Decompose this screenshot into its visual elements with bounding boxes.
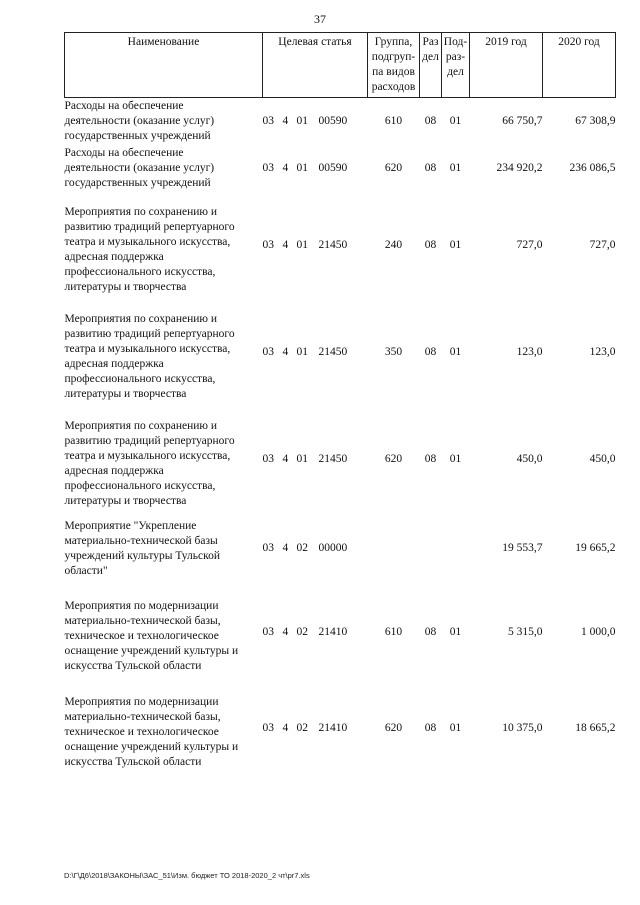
header-group-line: па видов: [372, 66, 415, 78]
target-code-part: 21450: [318, 238, 348, 251]
row-name-line: Мероприятие "Укрепление: [64, 519, 197, 532]
row-section-value: 08: [424, 345, 437, 358]
amount-2019-value: 234 920,2: [496, 161, 543, 174]
row-name-line: материально-технической базы,: [64, 711, 221, 723]
amount-2020-value: 450,0: [589, 452, 616, 465]
row-target-code: [263, 299, 368, 406]
row-group: [368, 192, 420, 299]
row-name-line: профессионального искусства,: [64, 266, 216, 278]
row-name-line: театра и музыкального искусства,: [64, 343, 231, 355]
row-subsection-value: 01: [449, 452, 462, 465]
row-name: [65, 192, 263, 299]
target-code-part: 4: [282, 626, 289, 638]
target-code-part: 03: [262, 238, 274, 251]
row-name-line: учреждений культуры Тульской: [64, 549, 221, 562]
row-name-line: адресная поддержка: [64, 251, 164, 263]
header-section: [420, 33, 442, 98]
row-group-value: 240: [384, 238, 403, 251]
row-section-value: 08: [424, 114, 437, 127]
row-target-code: [263, 513, 368, 585]
table-row: [65, 513, 616, 585]
row-section-value: 08: [424, 238, 437, 251]
row-amount-2019: [470, 299, 543, 406]
target-code-part: 03: [262, 452, 274, 465]
row-section-value: 08: [424, 452, 437, 465]
header-subsection-line: раз-: [445, 51, 466, 63]
table-row: [65, 299, 616, 406]
row-group: [368, 406, 420, 513]
header-subsection-line: Под-: [443, 36, 468, 48]
row-amount-2020: [543, 145, 616, 192]
row-name-line: адресная поддержка: [64, 465, 164, 477]
target-code-part: 02: [296, 542, 308, 554]
budget-table: [64, 32, 616, 777]
target-code-part: 03: [262, 722, 274, 734]
row-subsection-value: 01: [449, 114, 462, 127]
amount-2019-value: 19 553,7: [502, 542, 543, 554]
row-name-line: области": [64, 564, 108, 577]
header-group-line: Группа,: [374, 36, 413, 48]
row-name-line: профессионального искусства,: [64, 480, 216, 492]
row-section-value: 08: [424, 161, 437, 174]
target-code-part: 03: [262, 161, 274, 174]
row-group-value: 620: [384, 161, 403, 174]
target-code-part: 02: [296, 626, 308, 638]
row-amount-2020: [543, 513, 616, 585]
row-subsection-value: 01: [449, 238, 462, 251]
row-name: [65, 585, 263, 681]
row-name-line: литературы и творчества: [64, 281, 187, 293]
target-code-part: 03: [262, 114, 274, 127]
row-subsection-value: 01: [449, 722, 462, 734]
header-year-2019: [470, 33, 543, 98]
row-subsection: [442, 145, 470, 192]
row-name-line: деятельности (оказание услуг): [64, 114, 215, 127]
row-group: [368, 513, 420, 585]
target-code-part: 01: [296, 345, 308, 358]
row-name-line: литературы и творчества: [64, 388, 187, 400]
row-name-line: искусства Тульской области: [64, 756, 202, 768]
table-row: [65, 585, 616, 681]
row-name-line: государственных учреждений: [64, 176, 211, 189]
row-name-line: Мероприятия по сохранению и: [64, 313, 218, 325]
row-target-code: [263, 585, 368, 681]
row-group: [368, 585, 420, 681]
header-group-line: расходов: [371, 81, 416, 93]
row-amount-2020: [543, 585, 616, 681]
row-section-value: 08: [424, 626, 437, 638]
row-amount-2019: [470, 406, 543, 513]
target-code-part: 00590: [318, 161, 348, 174]
target-code-part: 00590: [318, 114, 348, 127]
row-section: [420, 98, 442, 145]
row-name: [65, 513, 263, 585]
row-name-line: театра и музыкального искусства,: [64, 236, 231, 248]
row-name-line: оснащение учреждений культуры и: [64, 741, 239, 753]
row-name-line: техническое и технологическое: [64, 630, 219, 642]
table-row: [65, 98, 616, 145]
row-name-line: адресная поддержка: [64, 358, 164, 370]
header-group: [368, 33, 420, 98]
target-code-part: 4: [282, 238, 289, 251]
row-amount-2019: [470, 585, 543, 681]
target-code-part: 01: [296, 238, 308, 251]
target-code-part: 01: [296, 161, 308, 174]
row-name-line: развитию традиций репертуарного: [64, 221, 235, 233]
row-group-value: 610: [384, 114, 403, 127]
row-group: [368, 98, 420, 145]
row-amount-2020: [543, 192, 616, 299]
table-row: [65, 681, 616, 777]
row-name: [65, 98, 263, 145]
row-name-line: деятельности (оказание услуг): [64, 161, 215, 174]
header-year-2019-line: 2019 год: [485, 36, 527, 48]
target-code-part: 4: [282, 542, 289, 554]
target-code-part: 4: [282, 161, 289, 174]
target-code-part: 4: [282, 114, 289, 127]
row-section: [420, 513, 442, 585]
row-amount-2019: [470, 192, 543, 299]
row-name-line: Расходы на обеспечение: [64, 99, 184, 112]
target-code-part: 21410: [318, 722, 348, 734]
amount-2019-value: 450,0: [516, 452, 543, 465]
page-number: 37: [314, 12, 326, 26]
table-row: [65, 406, 616, 513]
target-code-part: 01: [296, 114, 308, 127]
row-section-value: 08: [424, 722, 437, 734]
row-subsection: [442, 192, 470, 299]
amount-2020-value: 18 665,2: [575, 722, 616, 734]
target-code-part: 02: [296, 722, 308, 734]
row-group-value: 620: [384, 722, 403, 734]
table-body: [65, 98, 616, 777]
header-name-line: Наименование: [127, 36, 200, 48]
row-name-line: материально-технической базы: [64, 534, 218, 547]
row-group-value: 350: [384, 345, 403, 358]
target-code-part: 21410: [318, 626, 348, 638]
target-code-part: 4: [282, 345, 289, 358]
row-target-code: [263, 98, 368, 145]
amount-2020-value: 67 308,9: [575, 114, 616, 127]
row-name-line: Мероприятия по сохранению и: [64, 206, 218, 218]
target-code-part: 03: [262, 542, 274, 554]
row-group-value: 610: [384, 626, 403, 638]
row-name-line: профессионального искусства,: [64, 373, 216, 385]
amount-2019-value: 10 375,0: [502, 722, 543, 734]
row-name: [65, 406, 263, 513]
row-name-line: Расходы на обеспечение: [64, 146, 184, 159]
table-header-row: [65, 33, 616, 98]
row-name: [65, 145, 263, 192]
table-row: [65, 145, 616, 192]
header-year-2020: [543, 33, 616, 98]
target-code-part: 03: [262, 626, 274, 638]
row-amount-2019: [470, 98, 543, 145]
row-name-line: материально-технической базы,: [64, 615, 221, 627]
row-amount-2020: [543, 299, 616, 406]
target-code-part: 03: [262, 345, 274, 358]
target-code-part: 00000: [318, 542, 348, 554]
row-amount-2019: [470, 513, 543, 585]
header-target: [263, 33, 368, 98]
row-subsection: [442, 98, 470, 145]
row-name-line: Мероприятия по модернизации: [64, 696, 219, 708]
row-group-value: 620: [384, 452, 403, 465]
row-name-line: Мероприятия по модернизации: [64, 600, 219, 612]
amount-2019-value: 727,0: [516, 238, 543, 251]
row-name-line: техническое и технологическое: [64, 726, 219, 738]
row-target-code: [263, 681, 368, 777]
row-section: [420, 406, 442, 513]
header-section-line: дел: [422, 51, 439, 63]
row-subsection: [442, 299, 470, 406]
header-section-line: Раз: [422, 36, 439, 48]
row-amount-2020: [543, 406, 616, 513]
row-amount-2019: [470, 145, 543, 192]
row-subsection: [442, 513, 470, 585]
row-target-code: [263, 145, 368, 192]
row-section: [420, 192, 442, 299]
row-amount-2019: [470, 681, 543, 777]
row-amount-2020: [543, 98, 616, 145]
row-group: [368, 299, 420, 406]
header-target-line: Целевая статья: [278, 36, 352, 48]
row-name-line: Мероприятия по сохранению и: [64, 420, 218, 432]
file-path-footer: D:\Г\Д6\2018\ЗАКОНЫ\ЗАС_51\Изм. бюджет ТО 2018-2020_2 чт\pr7.xls: [64, 871, 310, 880]
target-code-part: 21450: [318, 452, 348, 465]
row-name-line: развитию традиций репертуарного: [64, 435, 235, 447]
row-name-line: развитию традиций репертуарного: [64, 328, 235, 340]
row-section: [420, 681, 442, 777]
row-subsection-value: 01: [449, 345, 462, 358]
amount-2019-value: 66 750,7: [502, 114, 543, 127]
header-group-line: подгруп-: [371, 51, 416, 63]
row-subsection: [442, 406, 470, 513]
row-amount-2020: [543, 681, 616, 777]
header-year-2020-line: 2020 год: [558, 36, 600, 48]
row-group: [368, 681, 420, 777]
target-code-part: 01: [296, 452, 308, 465]
header-subsection-line: дел: [447, 66, 464, 78]
amount-2019-value: 5 315,0: [508, 626, 543, 638]
row-name-line: литературы и творчества: [64, 495, 187, 507]
row-group: [368, 145, 420, 192]
row-subsection: [442, 585, 470, 681]
header-subsection: [442, 33, 470, 98]
row-subsection-value: 01: [449, 161, 462, 174]
amount-2019-value: 123,0: [516, 345, 543, 358]
target-code-part: 21450: [318, 345, 348, 358]
amount-2020-value: 1 000,0: [581, 626, 616, 638]
target-code-part: 4: [282, 722, 289, 734]
row-name: [65, 299, 263, 406]
row-name: [65, 681, 263, 777]
row-name-line: искусства Тульской области: [64, 660, 202, 672]
row-target-code: [263, 192, 368, 299]
row-target-code: [263, 406, 368, 513]
amount-2020-value: 236 086,5: [569, 161, 616, 174]
target-code-part: 4: [282, 452, 289, 465]
amount-2020-value: 123,0: [589, 345, 616, 358]
row-name-line: оснащение учреждений культуры и: [64, 645, 239, 657]
row-name-line: государственных учреждений: [64, 129, 211, 142]
amount-2020-value: 19 665,2: [575, 542, 616, 554]
row-subsection: [442, 681, 470, 777]
row-section: [420, 145, 442, 192]
row-section: [420, 299, 442, 406]
table-row: [65, 192, 616, 299]
row-subsection-value: 01: [449, 626, 462, 638]
row-name-line: театра и музыкального искусства,: [64, 450, 231, 462]
header-name: [65, 33, 263, 98]
amount-2020-value: 727,0: [589, 238, 616, 251]
row-section: [420, 585, 442, 681]
